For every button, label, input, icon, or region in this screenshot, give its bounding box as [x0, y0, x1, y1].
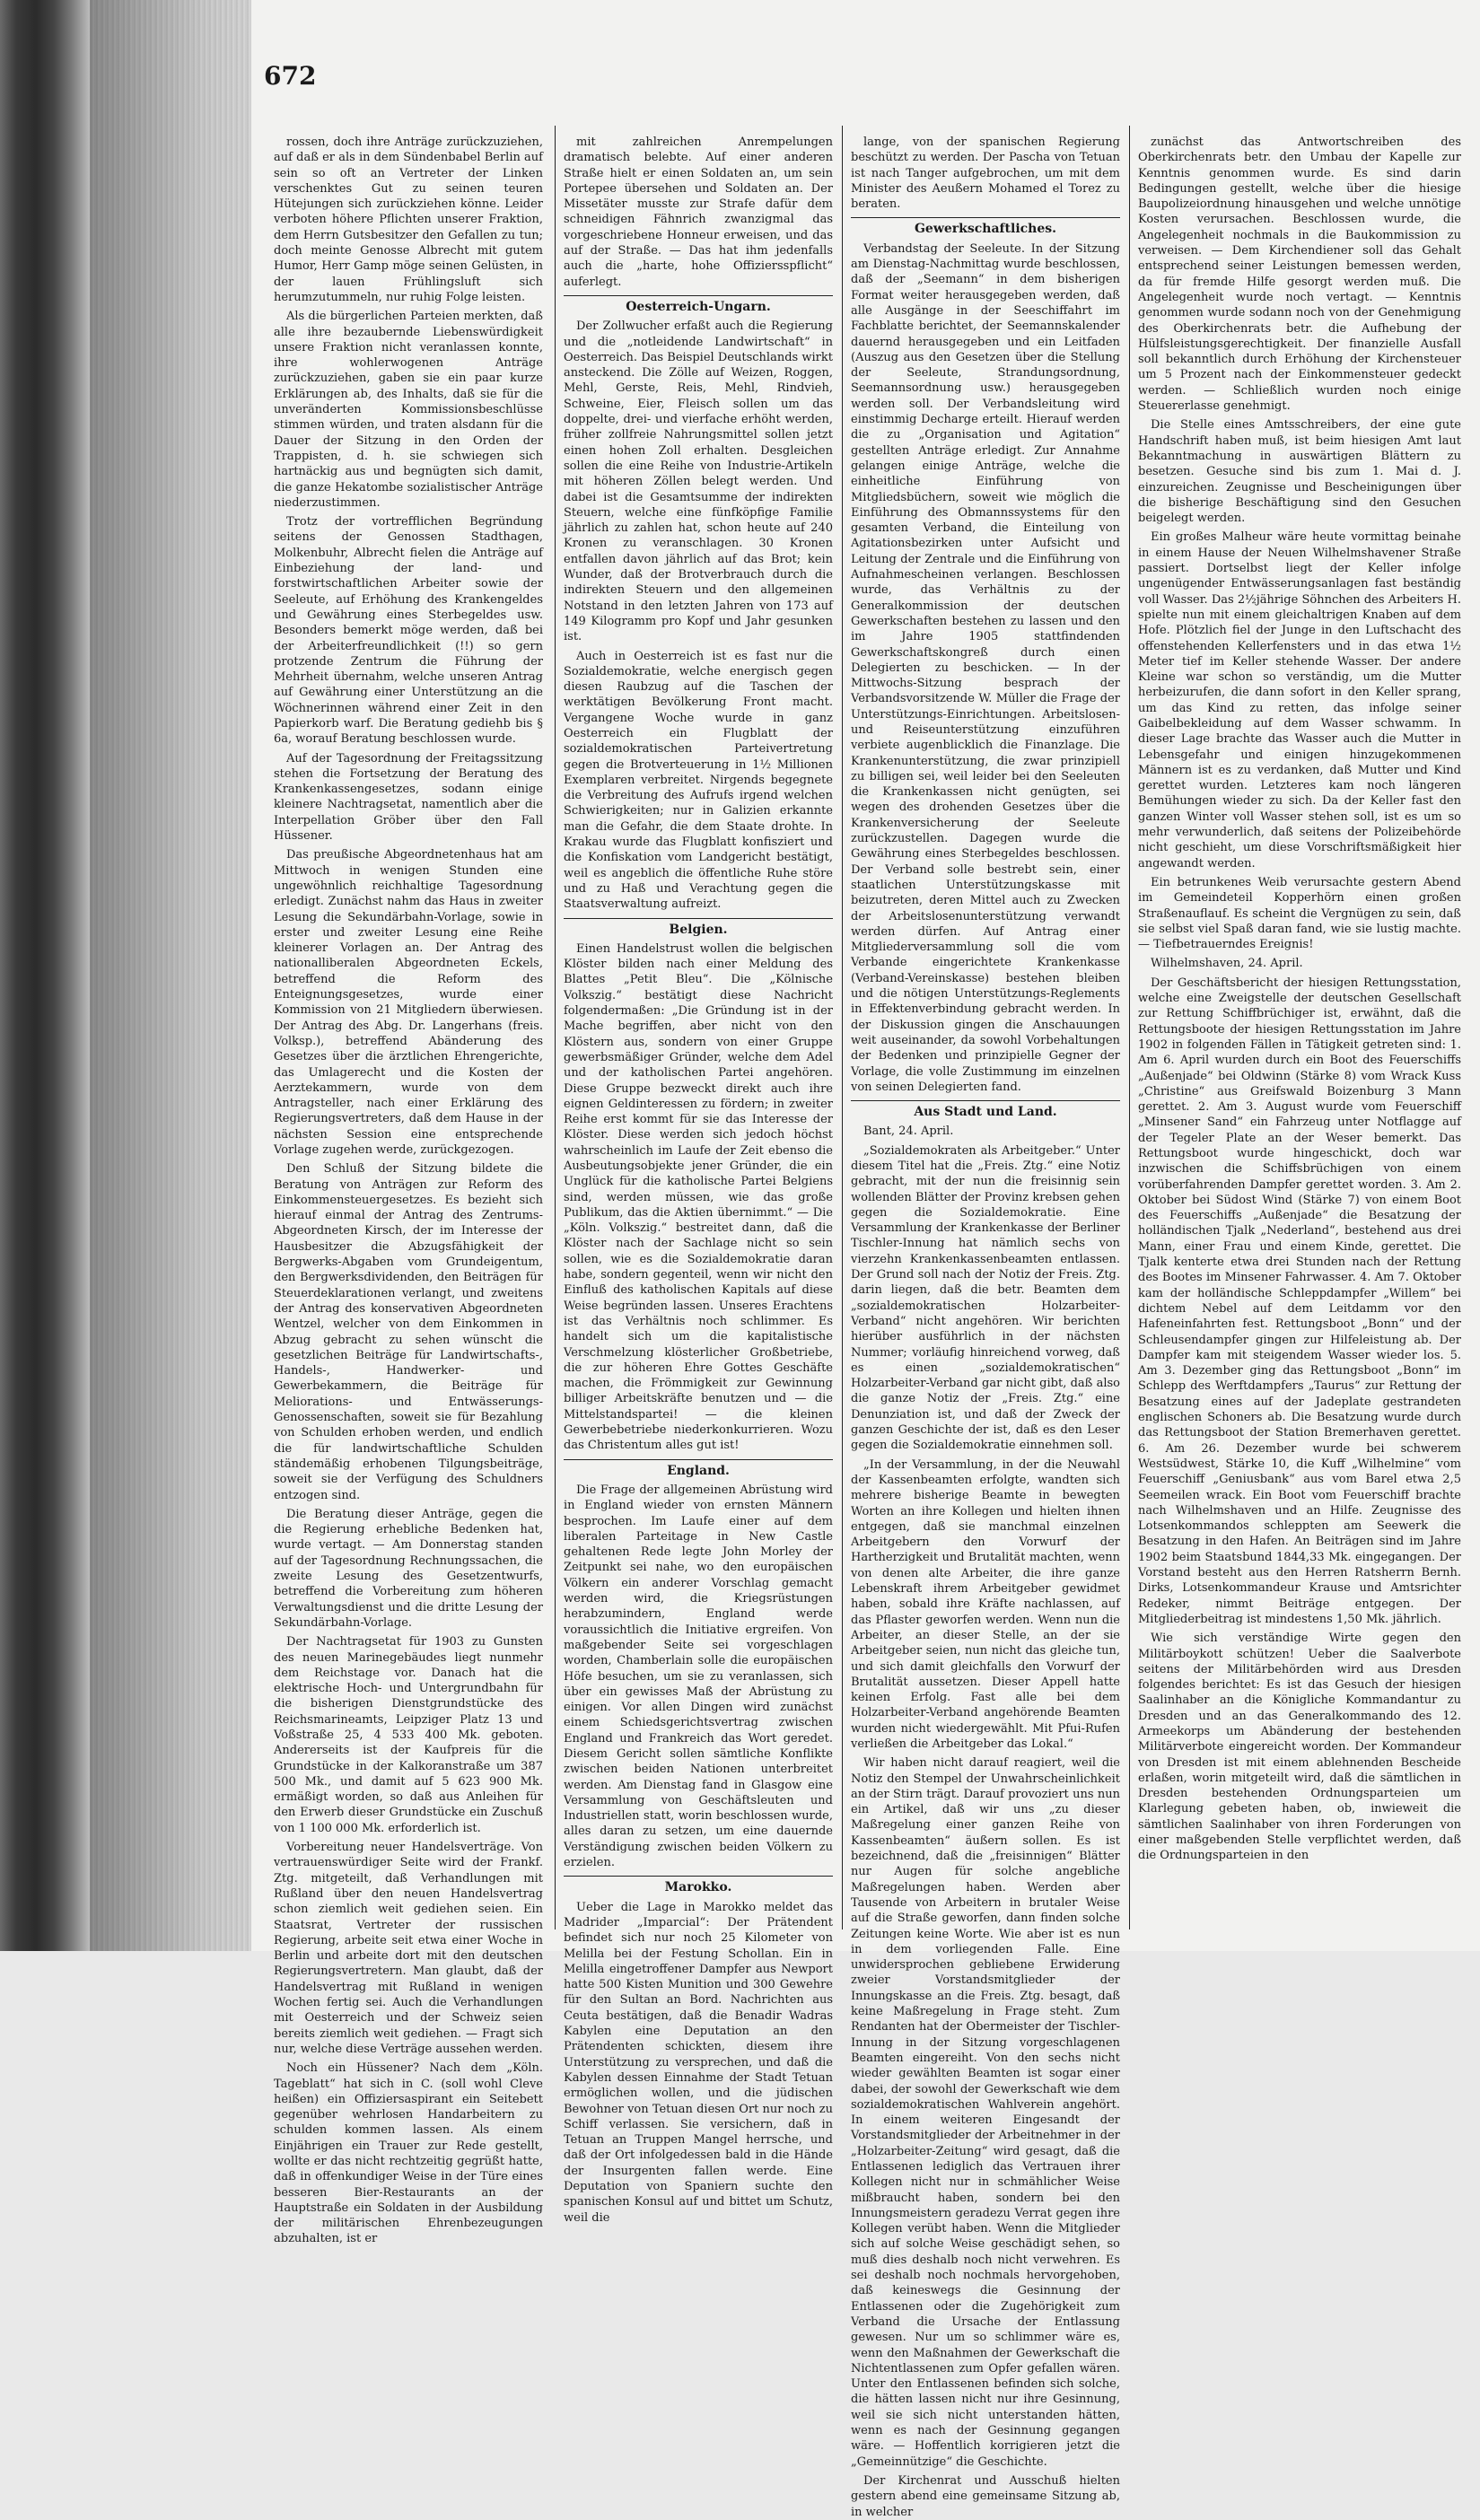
article-paragraph: Vorbereitung neuer Handelsverträge. Von vertrauenswürdiger Seite wird der Frankf. Ztg. mitgeteilt, daß Verhandlungen mit Rußland über den neuen Handelsvertrag schon ziemlich weit gediehen seien. Ein Staatsrat, Vertreter der russischen Regierung, arbeite seit etwa einer Woche in Berlin und arbeite dort mit den deutschen Regierungsvertretern. Man glaubt, daß der Handelsvertrag mit Rußland in wenigen Wochen fertig sei. Auch die Verhandlungen mit Oesterreich und der Schweiz seien bereits ziemlich weit gediehen. — Fragt sich nur, welche diese Verträge aussehen werden.: [274, 1841, 543, 2056]
page-number: 672: [264, 61, 317, 91]
article-paragraph: „Sozialdemokraten als Arbeitgeber.“ Unter diesem Titel hat die „Freis. Ztg.“ eine Notiz gebracht, mit der nun die freisinnig sein wollenden Blätter der Provinz krebsen gehen gegen die Sozialdemokratie. Eine Versammlung der Krankenkasse der Berliner Tischler-Innung hat nämlich sechs von vierzehn Krankenkassenbeamten entlassen. Der Grund soll nach der Notiz der Freis. Ztg. darin liegen, daß die betr. Beamten dem „sozialdemokratischen Holzarbeiter-Verband“ nicht angehören. Wir berichten hierüber ausführlich in der nächsten Nummer; vorläufig hinreichend vorweg, daß es einen „sozialdemokratischen“ Holzarbeiter-Verband gar nicht gibt, daß also die ganze Notiz der „Freis. Ztg.“ eine Denunziation ist, und daß der Zweck der ganzen Geschichte der ist, daß es den Leser gegen die Sozialdemokratie einnehmen soll.: [851, 1143, 1120, 1453]
article-paragraph: Wie sich verständige Wirte gegen den Militärboykott schützen! Ueber die Saalverbote seitens der Militärbehörden wird aus Dresden folgendes berichtet: Es ist das Gesuch der hiesigen Saalinhaber an die Königliche Kommandantur zu Dresden und an das Generalkommando des 12. Armeekorps um Abänderung der bestehenden Militärverbote eingereicht worden. Der Kommandeur von Dresden ist mit einem ablehnenden Bescheide erlaßen, worin mitgeteilt wird, daß die sämtlichen in Dresden bestehenden Ordnungsparteien um Klarlegung gebeten haben, ob, inwieweit die sämtlichen Saalinhaber von ihren Forderungen von einer maßgebenden Stelle verpflichtet werden, daß die Ordnungsparteien in den: [1138, 1632, 1461, 1863]
article-paragraph: Das preußische Abgeordnetenhaus hat am Mittwoch in wenigen Stunden eine ungewöhnlich reichhaltige Tagesordnung erledigt. Zunächst nahm das Haus in zweiter Lesung die Sekundärbahn-Vorlage, sowie in erster und zweiter Lesung eine Reihe kleinerer Vorlagen an. Der Antrag des nationalliberalen Abgeordneten Eckels, betreffend die Reform des Enteignungsgesetzes, wurde einer Kommission von 21 Mitgliedern überwiesen. Der Antrag des Abg. Dr. Langerhans (freis. Volksp.), betreffend Abänderung des Gesetzes über die ärztlichen Ehrengerichte, das Umlagerecht und die Kosten der Aerztekammern, wurde von dem Antragsteller, nach einer Erklärung des Regierungsvertreters, daß dem Hause in der nächsten Session eine entsprechende Vorlage zugehen werde, zurückgezogen.: [274, 848, 543, 1157]
column-1: [274, 135, 543, 2246]
article-paragraph: Wir haben nicht darauf reagiert, weil die Notiz den Stempel der Unwahrscheinlichkeit an der Stirn trägt. Darauf provoziert uns nun ein Artikel, daß wir uns „zu dieser Maßregelung einer ganzen Reihe von Kassenbeamten“ äußern sollen. Es ist bezeichnend, daß die „freisinnigen“ Blätter nur Augen für solche angebliche Maßregelungen haben. Werden aber Tausende von Arbeitern in brutaler Weise auf die Straße geworfen, dann finden solche Zeitungen keine Worte. Wie aber ist es nun in dem vorliegenden Falle. Eine unwidersprochen gebliebene Erwiderung zweier Vorstandsmitglieder der Innungskasse an die Freis. Ztg. besagt, daß keine Maßregelung in Frage steht. Zum Rendanten hat der Obermeister der Tischler-Innung in der Sitzung vorgeschlagenen Beamten eingereiht. Von den sechs nicht wieder gewählten Beamten ist sogar einer dabei, der sowohl der Gewerkschaft wie dem sozialdemokratischen Wahlverein angehört. In einem weiteren Eingesandt der Vorstandsmitglieder der Arbeitnehmer in der „Holzarbeiter-Zeitung“ wird gesagt, daß die Entlassenen lediglich das Vertrauen ihrer Kollegen nicht nur in schmählicher Weise mißbraucht haben, sondern bei den Innungsmeistern geradezu Verrat gegen ihre Kollegen verübt haben. Wenn die Mitglieder sich auf solche Weise geschädigt sehen, so muß dies deshalb noch nicht verwehren. Es sei deshalb noch nochmals hervorgehoben, daß keineswegs die Gesinnung der Entlassenen oder die Zugehörigkeit zum Verband die Ursache der Entlassung gewesen. Nur um so schlimmer wäre es, wenn den Maßnahmen der Gewerkschaft die Nichtentlassenen zum Opfer gefallen wären. Unter den Entlassenen befinden sich solche, die hätten lassen nicht nur ihre Gesinnung, weil sie sich nicht unterstanden hätten, wenn es nach der Gesinnung gegangen wäre. — Hoffentlich korrigieren jetzt die „Gemeinnützige“ die Geschichte.: [851, 1756, 1120, 2469]
gutter-shadow: [90, 0, 251, 1951]
section-heading: Oesterreich-Ungarn.: [564, 295, 833, 315]
article-paragraph: zunächst das Antwortschreiben des Oberkirchenrats betr. den Umbau der Kapelle zur Kenntnis genommen wurde. Es sind darin Bedingungen gestellt, welche über die hiesige Baupolizeiordnung hinausgehen und welche unnötige Kosten verursachen. Beschlossen wurde, die Angelegenheit nochmals in die Baukommission zu verweisen. — Dem Kirchendiener soll das Gehalt entsprechend seiner Leistungen bemessen werden, da für fremde Hilfe gesorgt werden muß. Die Angelegenheit wurde noch vertagt. — Kenntnis genommen wurde sodann noch von der Genehmigung des Oberkirchenrats betr. die Aufhebung der Hülfsleistungsgerechtigkeit. Der finanzielle Ausfall soll bekanntlich durch Erhöhung der Kirchensteuer um 5 Prozent nach der Einkommensteuer gedeckt werden. — Schließlich wurden noch einige Steuererlasse genehmigt.: [1138, 136, 1461, 414]
article-paragraph: rossen, doch ihre Anträge zurückzuziehen, auf daß er als in dem Sündenbabel Berlin auf sein so oft an Vertreter der Linken verschenktes Gut zu seinen teuren Hütejungen sich zurückziehen könne. Leider verboten höhere Pflichten unserer Fraktion, dem Herrn Gutsbesitzer den Gefallen zu tun; doch meinte Genosse Albrecht mit gutem Humor, Herr Gamp möge seinen Gelüsten, in der lauen Frühlingsluft sich herumzutummeln, nur ruhig Folge leisten.: [274, 136, 543, 304]
article-paragraph: Der Kirchenrat und Ausschuß hielten gestern abend eine gemeinsame Sitzung ab, in welcher: [851, 2473, 1120, 2519]
book-binding: [0, 0, 90, 1951]
column-2: [564, 135, 833, 2225]
article-paragraph: Der Nachtragsetat für 1903 zu Gunsten des neuen Marinegebäudes liegt nunmehr dem Reichstage vor. Danach hat die elektrische Hoch- und Untergrundbahn für die bisherigen Dienstgrundstücke des Reichsmarineamts, Leipziger Platz 13 und Voßstraße 25, 4 533 400 Mk. geboten. Andererseits ist der Kaufpreis für die Grundstücke in der Kalkoranstraße um 387 500 Mk., und damit auf 5 623 900 Mk. ermäßigt worden, so daß aus Anleihen für den Erwerb dieser Grundstücke ein Zuschuß von 1 100 000 Mk. erforderlich ist.: [274, 1635, 543, 1835]
section-heading: Aus Stadt und Land.: [851, 1100, 1120, 1120]
column-rule: [1129, 126, 1130, 1929]
article-paragraph: Wilhelmshaven, 24. April.: [1151, 957, 1303, 971]
article-paragraph: Ueber die Lage in Marokko meldet das Madrider „Imparcial“: Der Prätendent befindet sich nur noch 25 Kilometer von Melilla bei der Festung Schollan. Ein in Melilla eingetroffener Dampfer aus Newport hatte 500 Kisten Munition und 300 Gewehre für den Sultan an Bord. Nachrichten aus Ceuta bestätigen, daß die Benadir Wadras Kabylen eine Deputation an den Prätendenten schickten, diesem ihre Unterstützung zu versprechen, und daß die Kabylen dessen Einnahme der Stadt Tetuan ermöglichen wollen, und die jüdischen Bewohner von Tetuan diesen Ort nur noch zu Schiff verlassen. Sie versichern, daß in Tetuan an Truppen Mangel herrsche, und daß der Ort infolgedessen bald in die Hände der Insurgenten fallen werde. Eine Deputation von Spaniern suchte den spanischen Konsul auf und bittet um Schutz, weil die: [564, 1900, 833, 2225]
section-heading: Gewerkschaftliches.: [851, 217, 1120, 237]
article-paragraph: Noch ein Hüssener? Nach dem „Köln. Tageblatt“ hat sich in C. (soll wohl Cleve heißen) ein Offiziersaspirant ein Seitebett gegenüber wehrlosen Handarbeitern zu schulden kommen lassen. Als einem Einjährigen ein Trauer zur Rede gestellt, wollte er das nicht rechtzeitig gegrüßt hatte, daß in offenkundiger Weise in der Türe eines besseren Bier-Restaurants an der Hauptstraße ein Soldaten in der Ausbildung der militärischen Ehrenbezeugungen abzuhalten, ist er: [274, 2061, 543, 2246]
article-paragraph: Bant, 24. April.: [863, 1124, 954, 1139]
article-paragraph: Als die bürgerlichen Parteien merkten, daß alle ihre bezaubernde Liebenswürdigkeit unsere Fraktion nicht veranlassen konnte, ihre wohlerwogenen Anträge zurückzuziehen, gaben sie ein paar kurze Erklärungen ab, des Inhalts, daß sie für die unveränderten Kommissionsbeschlüsse stimmen würden, und traten alsdann für die Dauer der Sitzung in den Orden der Trappisten, d. h. sie schwiegen sich hartnäckig aus und begnügten sich damit, die ganze Hekatombe sozialistischer Anträge niederzustimmen.: [274, 310, 543, 510]
column-4: [1138, 135, 1461, 1921]
article-paragraph: Auf der Tagesordnung der Freitagssitzung stehen die Fortsetzung der Beratung des Krankenkassengesetzes, sodann einige kleinere Nachtragsetat, namentlich aber die Interpellation Gröber über den Fall Hüssener.: [274, 751, 543, 844]
article-paragraph: Auch in Oesterreich ist es fast nur die Sozialdemokratie, welche energisch gegen diesen Raubzug auf die Taschen der werktätigen Bevölkerung Front macht. Vergangene Woche wurde in ganz Oesterreich ein Flugblatt der sozialdemokratischen Parteivertretung gegen die Brotverteuerung in 1½ Millionen Exemplaren verbreitet. Nirgends begegnete die Verbreitung des Aufrufs irgend welchen Schwierigkeiten; nur in Galizien erkannte man die Gefahr, die dem Staate drohte. In Krakau wurde das Flugblatt konfisziert und die Konfiskation vom Landgericht bestätigt, weil es angeblich die öffentliche Ruhe störe und zu Haß und Verachtung gegen die Staatsverwaltung aufreizt.: [564, 649, 833, 912]
article-paragraph: Verbandstag der Seeleute. In der Sitzung am Dienstag-Nachmittag wurde beschlossen, daß der „Seemann“ in dem bisherigen Format weiter herausgegeben werden, daß alle Ausgänge in der Seeschiffahrt im Fachblatte berichtet, der Seemannskalender dauernd herausgegeben und ein Leitfaden (Auszug aus den Gesetzen über die Stellung der Seeleute, Strandungsordnung, Seemannsordnung usw.) herausgegeben werden soll. Der Verbandsleitung wird einstimmig Decharge erteilt. Hierauf werden die zu „Organisation und Agitation“ gestellten Anträge erledigt. Zur Annahme gelangen einige Anträge, welche die einheitliche Einführung von Mitgliedsbüchern, soweit wie möglich die Einführung des Obmannssystems für den gesamten Verband, die Einteilung von Agitationsbezirken unter Aufsicht und Leitung der Zentrale und die Einführung von Aufnahmescheinen verlangen. Beschlossen wurde, das Verhältnis zu der Generalkommission der deutschen Gewerkschaften bestehen zu lassen und den im Jahre 1905 stattfindenden Gewerkschaftskongreß durch einen Delegierten zu beschicken. — In der Mittwochs-Sitzung besprach der Verbandsvorsitzende W. Müller die Frage der Unterstützungs-Einrichtungen. Arbeitslosen- und Reiseunterstützung einzuführen verbiete augenblicklich die Finanzlage. Die Krankenunterstützung, die zwar prinzipiell zu billigen sei, weil leider bei den Seeleuten die Krankenkassen nicht genügten, sei wegen des drohenden Gesetzes über die Krankenversicherung der Seeleute zurückzustellen. Dagegen wurde die Gewährung eines Sterbegeldes beschlossen. Der Verband solle bestrebt sein, einer staatlichen Unterstützungskasse mit beizutreten, deren Mittel auch zu Zwecken der Arbeitslosenunterstützung verwandt werden dürfen. Auf Antrag einer Mitgliederversammlung soll die vom Verbande eingerichtete Krankenkasse (Verband-Vereinskasse) bestehen bleiben und die nötigen Unterstützungs-Reglements in Effektenverbindung gebracht werden. In der Diskussion gingen die Anschauungen weit auseinander, da sowohl Vorbehaltungen der Bedenken und prinzipielle Gegner der Vorlage, die volle Zustimmung im einzelnen von seinen Delegierten fand.: [851, 241, 1120, 1094]
article-paragraph: Einen Handelstrust wollen die belgischen Klöster bilden nach einer Meldung des Blattes „Petit Bleu“. Die „Kölnische Volkszig.“ bestätigt diese Nachricht folgendermaßen: „Die Gründung ist in der Mache begriffen, aber nicht von den Klöstern aus, sondern von einer Gruppe gewerbsmäßiger Gründer, welche dem Adel und der katholischen Partei angehören. Diese Gruppe bezweckt direkt auch ihre eignen Geldinteressen zu fördern; in zweiter Reihe erst kommt für sie das Interesse der Klöster. Diese werden sich jedoch höchst wahrscheinlich im Laufe der Zeit ebenso die Ausbeutungsobjekte jener Gründer, die ein Unglück für die katholische Partei Belgiens sind, werden müssen, wie das große Publikum, das die Aktien übernimmt.“ — Die „Köln. Volkszig.“ bestreitet dann, daß die Klöster nach der Sachlage nicht so sein sollen, wie es die Sozialdemokratie daran habe, sondern gegenteil, wenn wir nicht den Einfluß des katholischen Kapitals auf diese Weise begründen lassen. Unseres Erachtens ist das Verhältnis noch schlimmer. Es handelt sich um die kapitalistische Verschmelzung klösterlicher Großbetriebe, die zur höheren Ehre Gottes Geschäfte machen, die Frömmigkeit zur Gewinnung billiger Arbeitskräfte benutzen und — die Mittelstandspartei! — die kleinen Gewerbebetriebe niederkonkurrieren. Wozu das Christentum alles gut ist!: [564, 941, 833, 1453]
section-heading: Marokko.: [564, 1876, 833, 1895]
article-paragraph: lange, von der spanischen Regierung beschützt zu werden. Der Pascha von Tetuan ist nach Tanger aufgebrochen, um mit dem Minister des Aeußern Mohamed el Torez zu beraten.: [851, 136, 1120, 212]
article-paragraph: Ein betrunkenes Weib verursachte gestern Abend im Gemeindeteil Kopperhörn einen großen Straßenauflauf. Es scheint die Vergnügen zu sein, daß sie selbst viel Spaß daran fand, wie sie lustig machte. — Tiefbetrauerndes Ereignis!: [1138, 875, 1461, 952]
article-paragraph: Den Schluß der Sitzung bildete die Beratung von Anträgen zur Reform des Einkommensteuergesetzes. Es bezieht sich hierauf einmal der Antrag des Zentrums-Abgeordneten Kirsch, der im Interesse der Hausbesitzer die Abzugsfähigkeit der Bergwerks-Abgaben vom Grundeigentum, den Bergwerksdividenden, den Beiträgen für Steuerdeklarationen verlangt, und zweitens der Antrag des konservativen Abgeordneten Wentzel, welcher von dem Einkommen in Abzug gebracht zu sehen wünscht die gesetzlichen Beiträge für Landwirtschafts-, Handels-, Handwerker- und Gewerbekammern, die Beiträge für Meliorations- und Entwässerungs-Genossenschaften, soweit sie für Bezahlung von Schulden erhoben werden, und endlich die für landwirtschaftliche Schulden ständemäßig erhobenen Tilgungsbeiträge, soweit sie der Verfügung des Schuldners entzogen sind.: [274, 1162, 543, 1502]
article-paragraph: „In der Versammlung, in der die Neuwahl der Kassenbeamten erfolgte, wandten sich mehrere bisherige Beamte in bewegten Worten an ihre Kollegen und hielten ihnen entgegen, daß sie manchmal einzelnen Arbeitgebern den Vorwurf der Hartherzigkeit und Brutalität machten, wenn von denen alte Arbeiter, die ihre ganze Lebenskraft ihrem Arbeitgeber gewidmet haben, sobald ihre Kräfte nachlassen, auf das Pflaster geworfen werden. Wenn nun die Arbeiter, an dieser Stelle, an der sie Arbeitgeber seien, nun nicht das gleiche tun, und sich damit gleichfalls den Vorwurf der Brutalität aussetzen. Dieser Appell hatte keinen Erfolg. Fast alle bei dem Holzarbeiter-Verband angehörende Beamten wurden nicht wiedergewählt. Mit Pfui-Rufen verließen die Arbeitgeber das Lokal.“: [851, 1457, 1120, 1751]
article-paragraph: Der Geschäftsbericht der hiesigen Rettungsstation, welche eine Zweigstelle der deutschen Gesellschaft zur Rettung Schiffbrüchiger ist, erwähnt, daß die Rettungsboote der hiesigen Rettungsstation im Jahre 1902 in folgenden Fällen in Tätigkeit getreten sind: 1. Am 6. April wurden durch ein Boot des Feuerschiffs „Außenjade“ bei Oldwinn (Stärke 8) vom Wrack Kuss „Christine“ aus Greifswald Boizenburg 3 Mann gerettet. 2. Am 3. August wurde vom Feuerschiff „Minsener Sand“ ein Fahrzeug unter Notflagge auf der Tegeler Plate an der Weser bemerkt. Das Rettungsboot wurde hingeschickt, doch war inzwischen die Schiffsbrüchigen von einem vorüberfahrenden Dampfer gerettet worden. 3. Am 2. Oktober bei Südost Wind (Stärke 7) von einem Boot des Feuerschiffs „Außenjade“ die Besatzung der holländischen Tjalk „Nederland“, bestehend aus drei Mann, einer Frau und einem Kinde, gerettet. Die Tjalk kenterte etwa drei Stunden nach der Rettung des Bootes im Minsener Fahrwasser. 4. Am 7. Oktober kam der holländische Schleppdampfer „Willem“ bei dichtem Nebel auf dem Leitdamm vor den Hafeneinfahrten fest. Rettungsboot „Bonn“ und der Schleusendampfer gingen zur Hilfeleistung ab. Der Dampfer kam mit steigendem Wasser wieder los. 5. Am 3. Dezember ging das Rettungsboot „Bonn“ im Schlepp des Werftdampfers „Taurus“ zur Rettung der Besatzung eines auf der Jadeplate gestrandeten englischen Schoners ab. Die Besatzung wurde durch das Rettungsboot der Station Bremerhaven gerettet. 6. Am 26. Dezember wurde bei schwerem Westsüdwest, Stärke 10, die Kuff „Wilhelmine“ vom Feuerschiff „Geniusbank“ aus vom Barel etwa 2,5 Seemeilen wrack. Ein Boot vom Feuerschiff brachte nach Wilhelmshaven und an Hilfe. Zeugnisse des Lotsenkommandos schleppten am Seewerk die Besatzung in den Hafen. An Beiträgen sind im Jahre 1902 beim Staatsbund 1844,33 Mk. eingegangen. Der Vorstand besteht aus den Herren Ratsherrn Bernh. Dirks, Lotsenkommandeur Krause und Amtsrichter Redeker, nimmt Beiträge entgegen. Der Mitgliederbeitrag ist mindestens 1,50 Mk. jährlich.: [1138, 976, 1461, 1626]
article-paragraph: Trotz der vortrefflichen Begründung seitens der Genossen Stadthagen, Molkenbuhr, Albrecht fielen die Anträge auf Einbeziehung der land- und forstwirtschaftlichen Arbeiter sowie der Seeleute, auf Erhöhung des Krankengeldes und Gewährung eines Sterbegeldes usw. Besonders bemerkt möge werden, daß bei der Arbeiterfreundlichkeit (!!) so gern protzende Zentrum die Führung der Mehrheit übernahm, welche unseren Antrag auf Gewährung einer Unterstützung an die Wöchnerinnen während einer Zeit in den Papierkorb warf. Die Beratung gediehb bis § 6a, worauf Beratung beschlossen wurde.: [274, 515, 543, 747]
section-heading: England.: [564, 1459, 833, 1479]
article-paragraph: Ein großes Malheur wäre heute vormittag beinahe in einem Hause der Neuen Wilhelmshavener Straße passiert. Dortselbst liegt der Keller infolge ungenügender Entwässerungsanlagen fast beständig voll Wasser. Das 2½jährige Söhnchen des Arbeiters H. spielte nun mit einem gleichaltrigen Knaben auf dem Hofe. Plötzlich fiel der Junge in den Luftschacht des offenstehenden Kellerfensters und in das etwa 1½ Meter tief im Keller stehende Wasser. Der andere Kleine war schon so verständig, um die Mutter herbeizurufen, die dann sofort in den Keller sprang, um das Kind zu retten, das infolge seiner Gaibelbekleidung auf dem Wasser schwamm. In dieser Lage brachte das Wasser auch die Mutter in Lebensgefahr und einigen hinzugekommenen Männern ist es zu verdanken, daß Mutter und Kind gerettet wurden. Letzteres kam noch längeren Bemühungen wieder zu sich. Da der Keller fast den ganzen Winter voll Wasser stehen soll, ist es um so mehr verwunderlich, daß seitens der Polizeibehörde nicht geschieht, um diese Vorschriftsmäßigkeit hier angewandt werden.: [1138, 530, 1461, 871]
article-paragraph: Der Zollwucher erfaßt auch die Regierung und die „notleidende Landwirtschaft“ in Oesterreich. Das Beispiel Deutschlands wirkt ansteckend. Die Zölle auf Weizen, Roggen, Mehl, Gerste, Reis, Mehl, Rindvieh, Schweine, Eier, Fleisch sollen um das doppelte, drei- und vierfache erhöht werden, früher zollfreie Nahrungsmittel sollen jetzt einen hohen Zoll erhalten. Desgleichen sollen die eine Reihe von Industrie-Artikeln mit höheren Zöllen belegt werden. Und dabei ist die Gesamtsumme der indirekten Steuern, welche eine fünfköpfige Familie jährlich zu zahlen hat, schon heute auf 240 Kronen zu veranschlagen. 30 Kronen entfallen davon jährlich auf das Brot; kein Wunder, daß der Brotverbrauch durch die indirekten Steuern und den allgemeinen Notstand in den letzten Jahren von 173 auf 149 Kilogramm pro Kopf und Jahr gesunken ist.: [564, 319, 833, 644]
column-3: [851, 135, 1120, 2519]
column-rule: [842, 126, 843, 1929]
article-paragraph: Die Frage der allgemeinen Abrüstung wird in England wieder von ernsten Männern besprochen. Im Laufe einer auf dem liberalen Parteitage in New Castle gehaltenen Rede legte John Morley der Zeitpunkt sei nahe, wo den europäischen Völkern ein anderer Vorschlag gemacht werden wird, die Kriegsrüstungen herabzumindern, England werde voraussichtlich die Initiative ergreifen. Von maßgebender Seite sei vorgeschlagen worden, Chamberlain solle die europäischen Höfe besuchen, um sie zu veranlassen, sich über ein gewisses Maß der Abrüstung zu einigen. Vor allen Dingen wird zunächst einem Schiedsgerichtsvertrag zwischen England und Frankreich das Wort geredet. Diesem Gericht sollen sämtliche Konflikte zwischen beiden Nationen unterbreitet werden. Am Dienstag fand in Glasgow eine Versammlung von Geschäftsleuten und Industriellen statt, worin beschlossen wurde, alles daran zu setzen, um eine dauernde Verständigung zwischen beiden Völkern zu erzielen.: [564, 1483, 833, 1870]
section-heading: Belgien.: [564, 918, 833, 938]
column-rule: [555, 126, 556, 1929]
article-paragraph: Die Beratung dieser Anträge, gegen die die Regierung erhebliche Bedenken hat, wurde vertagt. — Am Donnerstag standen auf der Tagesordnung Rechnungssachen, die zweite Lesung des Gesetzentwurfs, betreffend die Vorbereitung zum höheren Verwaltungsdienst und die dritte Lesung der Sekundärbahn-Vorlage.: [274, 1507, 543, 1630]
article-paragraph: Die Stelle eines Amtsschreibers, der eine gute Handschrift haben muß, ist beim hiesigen Amt laut Bekanntmachung in auswärtigen Blättern zu besetzen. Gesuche sind bis zum 1. Mai d. J. einzureichen. Zeugnisse und Bescheinigungen über die bisherige Beschäftigung sind den Gesuchen beigelegt werden.: [1138, 418, 1461, 526]
article-paragraph: mit zahlreichen Anrempelungen dramatisch belebte. Auf einer anderen Straße hielt er einen Soldaten an, um sein Portepee übersehen und Soldaten an. Der Missetäter musste zur Strafe dafür dem schneidigen Fähnrich zwanzigmal das vorgeschriebene Honneur erweisen, und das auf der Straße. — Das hat ihm jedenfalls auch die „harte, hohe Offiziersspflicht“ auferlegt.: [564, 136, 833, 289]
